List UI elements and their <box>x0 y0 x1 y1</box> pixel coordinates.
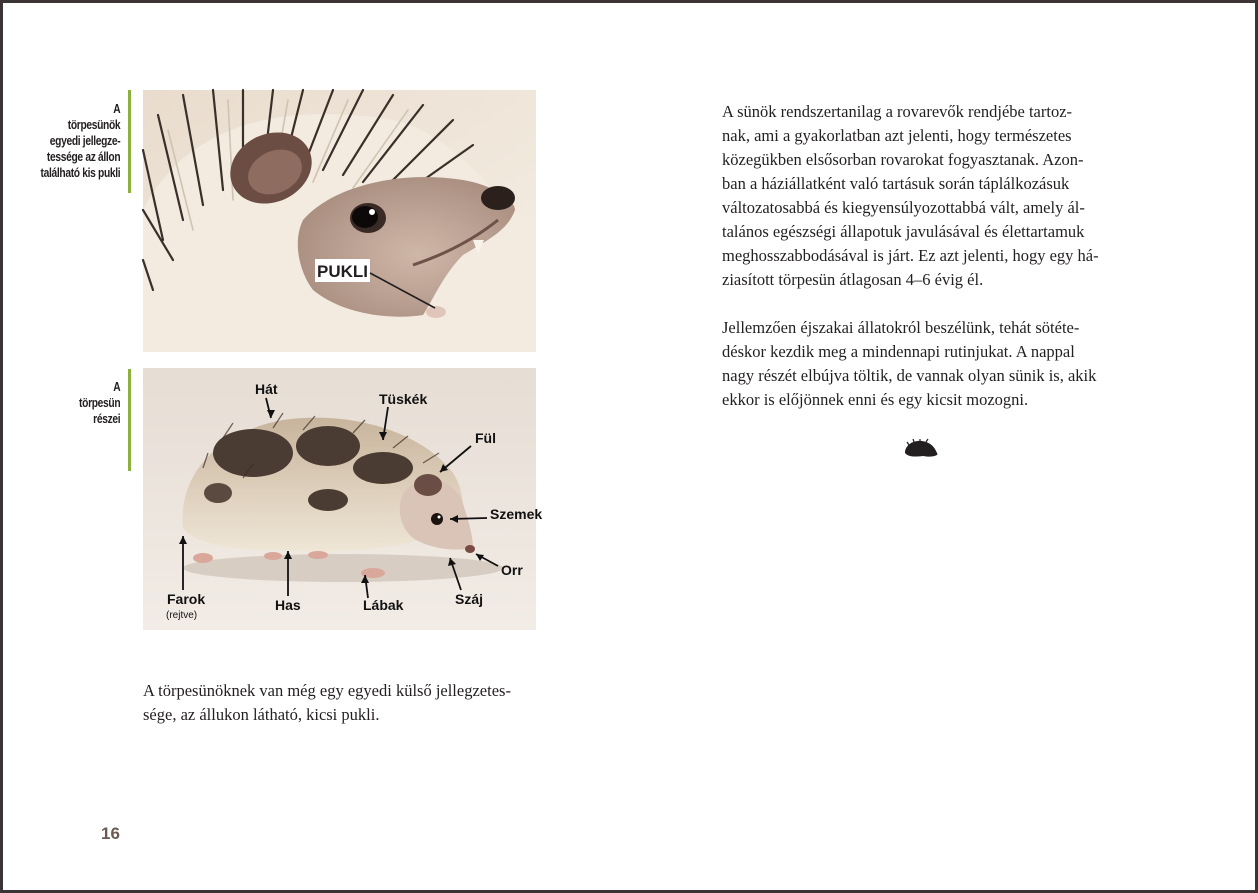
paragraph-nocturnal <box>722 316 1113 412</box>
text-line: közegükben elsősorban rovarokat fogyasztanak. Azon- <box>722 150 1084 169</box>
text-line: talános egészségi állapotuk javulásával és élettartamuk <box>722 222 1085 241</box>
hedgehog-ornament-icon <box>903 439 939 459</box>
caption-line: egyedi jellegze- <box>49 134 120 148</box>
left-paragraph <box>143 679 536 727</box>
photo-hedgehog-face <box>143 90 536 352</box>
caption-line: törpesünök <box>67 118 120 132</box>
text-line: Jellemzően éjszakai állatokról beszélünk, tehát sötéte- <box>722 318 1080 337</box>
caption-line: A <box>112 380 120 394</box>
label-ful: Fül <box>475 430 496 446</box>
paragraph-diet <box>722 100 1113 292</box>
label-tuskek: Tüskék <box>379 391 428 407</box>
label-farok: Farok <box>167 591 206 607</box>
page-number: 16 <box>101 824 120 843</box>
text-line: nak, ami a gyakorlatban azt jelenti, hogy természetes <box>722 126 1072 145</box>
caption-line: törpesün <box>78 396 120 410</box>
text-line: sége, az állukon látható, kicsi pukli. <box>143 705 380 724</box>
text-line: ziasított törpesün átlagosan 4–6 évig él. <box>722 270 984 289</box>
text-line: meghosszabbodásával is járt. Ez azt jelenti, hogy egy há- <box>722 246 1099 265</box>
caption-line: részei <box>92 412 120 426</box>
text-line: A sünök rendszertanilag a rovarevők rendjébe tartoz- <box>722 102 1073 121</box>
caption-line: A <box>112 102 120 116</box>
caption-accent-bar <box>128 90 131 193</box>
label-orr: Orr <box>501 562 523 578</box>
text-line: ekkor is előjönnek enni és egy kicsit mozogni. <box>722 390 1029 409</box>
label-szemek: Szemek <box>490 506 543 522</box>
photo-hedgehog-parts <box>143 368 543 630</box>
caption-line: található kis pukli <box>40 166 120 180</box>
label-labak: Lábak <box>363 597 404 613</box>
caption-line: tessége az állon <box>46 150 120 164</box>
text-line: déskor kezdik meg a mindennapi rutinjukat. A nappal <box>722 342 1075 361</box>
text-line: A törpesünöknek van még egy egyedi külső jellegzetes- <box>143 681 511 700</box>
text-line: változatosabbá és kiegyensúlyozottabbá vált, amely ál- <box>722 198 1085 217</box>
label-hat: Hát <box>255 381 278 397</box>
label-farok-note: (rejtve) <box>166 610 198 621</box>
callout-pukli: PUKLI <box>317 262 368 281</box>
label-szaj: Száj <box>455 591 484 607</box>
caption-hedgehog-parts <box>79 379 120 427</box>
caption-accent-bar <box>128 369 131 471</box>
text-line: nagy részét elbújva töltik, de vannak olyan sünik is, akik <box>722 366 1097 385</box>
caption-chin-bump <box>40 101 120 181</box>
text-line: ban a háziállatként való tartásuk során táplálkozásuk <box>722 174 1070 193</box>
label-has: Has <box>275 597 301 613</box>
right-column <box>722 100 1113 412</box>
